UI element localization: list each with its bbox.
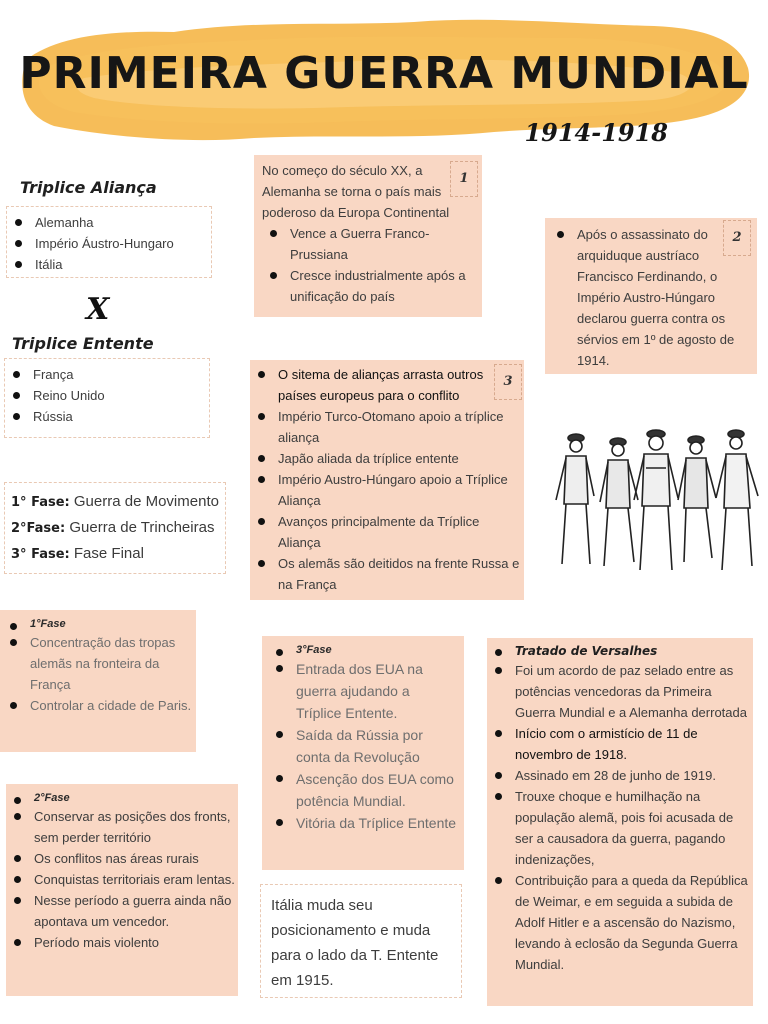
- fases-summary-box: [4, 482, 226, 574]
- soldiers-illustration: [548, 424, 764, 578]
- fase3-box: [262, 636, 464, 870]
- fase-label: 1°Fase: [2, 616, 194, 632]
- soldier-figure: [716, 430, 758, 570]
- fase-summary-row: 3° Fase: Fase Final: [11, 545, 144, 562]
- list-item: Após o assassinato do arquiduque austríaco Francisco Ferdinando, o Império Austro-Húngaro declarou guerra contra os sérvios em 1º de agosto de 1914.: [549, 224, 745, 371]
- list-item: Nesse período a guerra ainda não apontava um vencedor.: [6, 890, 238, 932]
- list-item: Rússia: [5, 406, 209, 427]
- soldier-figure: [634, 430, 678, 570]
- list-item: Reino Unido: [5, 385, 209, 406]
- list-item: Japão aliada da tríplice entente: [250, 448, 520, 469]
- box2-list: [549, 224, 745, 371]
- versalhes-list: [487, 642, 753, 975]
- soldier-figure: [600, 438, 638, 566]
- fase-label: 2°Fase: [6, 790, 238, 806]
- list-item: Assinado em 28 de junho de 1919.: [487, 765, 753, 786]
- context-box-1: [254, 155, 482, 317]
- list-item: Início com o armistício de 11 de novembro de 1918.: [487, 723, 753, 765]
- box1-list: [262, 223, 474, 307]
- versalhes-heading: Tratado de Versalhes: [487, 642, 753, 660]
- list-item: França: [5, 364, 209, 385]
- versalhes-box: [487, 638, 753, 1006]
- triplice-entente-heading: Triplice Entente: [12, 334, 154, 353]
- box-number: 1: [450, 161, 478, 197]
- fase-summary-row: 2°Fase: Guerra de Trincheiras: [11, 519, 215, 536]
- versus-mark: X: [86, 292, 110, 327]
- fase2-box: [6, 784, 238, 996]
- list-item: Saída da Rússia por conta da Revolução: [268, 724, 458, 768]
- list-item: Os alemãs são deitidos na frente Russa e na França: [250, 553, 520, 595]
- list-item: Entrada dos EUA na guerra ajudando a Tríplice Entente.: [268, 658, 458, 724]
- fase2-list: [6, 790, 238, 953]
- triplice-entente-box: [4, 358, 210, 438]
- list-item: Concentração das tropas alemãs na fronteira da França: [2, 632, 194, 695]
- box3-list: [250, 364, 520, 595]
- list-item: Vitória da Tríplice Entente: [268, 812, 458, 834]
- soldier-figure: [556, 434, 594, 564]
- page-title: PRIMEIRA GUERRA MUNDIAL: [19, 48, 749, 99]
- triplice-alianca-heading: Triplice Aliança: [20, 178, 157, 197]
- years-label: 1914-1918: [524, 118, 668, 147]
- box-number: 3: [494, 364, 522, 400]
- italia-note: Itália muda seu posicionamento e muda para o lado da T. Entente em 1915.: [260, 884, 462, 998]
- list-item: Itália: [7, 254, 211, 275]
- box-intro-text: No começo do século XX, a Alemanha se torna o país mais poderoso da Europa Continental: [262, 163, 450, 220]
- list-item: Vence a Guerra Franco-Prussiana: [262, 223, 474, 265]
- list-item: Conquistas territoriais eram lentas.: [6, 869, 238, 890]
- list-item: O sitema de alianças arrasta outros países europeus para o conflito: [250, 364, 520, 406]
- list-item: Império Turco-Otomano apoio a tríplice aliança: [250, 406, 520, 448]
- list-item: Império Áustro-Hungaro: [7, 233, 211, 254]
- list-item: Ascenção dos EUA como potência Mundial.: [268, 768, 458, 812]
- triplice-alianca-list: [7, 212, 211, 275]
- context-box-2: [545, 218, 757, 374]
- title-banner: [14, 8, 754, 150]
- list-item: Trouxe choque e humilhação na população alemã, pois foi acusada de ser a causadora da guerra, pagando indenizações,: [487, 786, 753, 870]
- fase1-list: [2, 616, 194, 716]
- fase-label: 3°Fase: [268, 642, 458, 658]
- box-number: 2: [723, 220, 751, 256]
- list-item: Controlar a cidade de Paris.: [2, 695, 194, 716]
- list-item: Contribuição para a queda da República de Weimar, e em seguida a subida de Adolf Hitler e a ascensão do Nazismo, levando à eclosão da Segunda Guerra Mundial.: [487, 870, 753, 975]
- list-item: Cresce industrialmente após a unificação do país: [262, 265, 474, 307]
- fase-summary-row: 1° Fase: Guerra de Movimento: [11, 493, 219, 510]
- list-item: Alemanha: [7, 212, 211, 233]
- fase1-box: [0, 610, 196, 752]
- fase3-list: [268, 642, 458, 834]
- triplice-entente-list: [5, 364, 209, 427]
- context-box-3: [250, 360, 524, 600]
- list-item: Foi um acordo de paz selado entre as potências vencedoras da Primeira Guerra Mundial e a Alemanha derrotada: [487, 660, 753, 723]
- list-item: Os conflitos nas áreas rurais: [6, 848, 238, 869]
- list-item: Período mais violento: [6, 932, 238, 953]
- list-item: Conservar as posições dos fronts, sem perder território: [6, 806, 238, 848]
- triplice-alianca-box: [6, 206, 212, 278]
- soldier-figure: [678, 436, 716, 562]
- list-item: Império Austro-Húngaro apoio a Tríplice Aliança: [250, 469, 520, 511]
- list-item: Avanços principalmente da Tríplice Aliança: [250, 511, 520, 553]
